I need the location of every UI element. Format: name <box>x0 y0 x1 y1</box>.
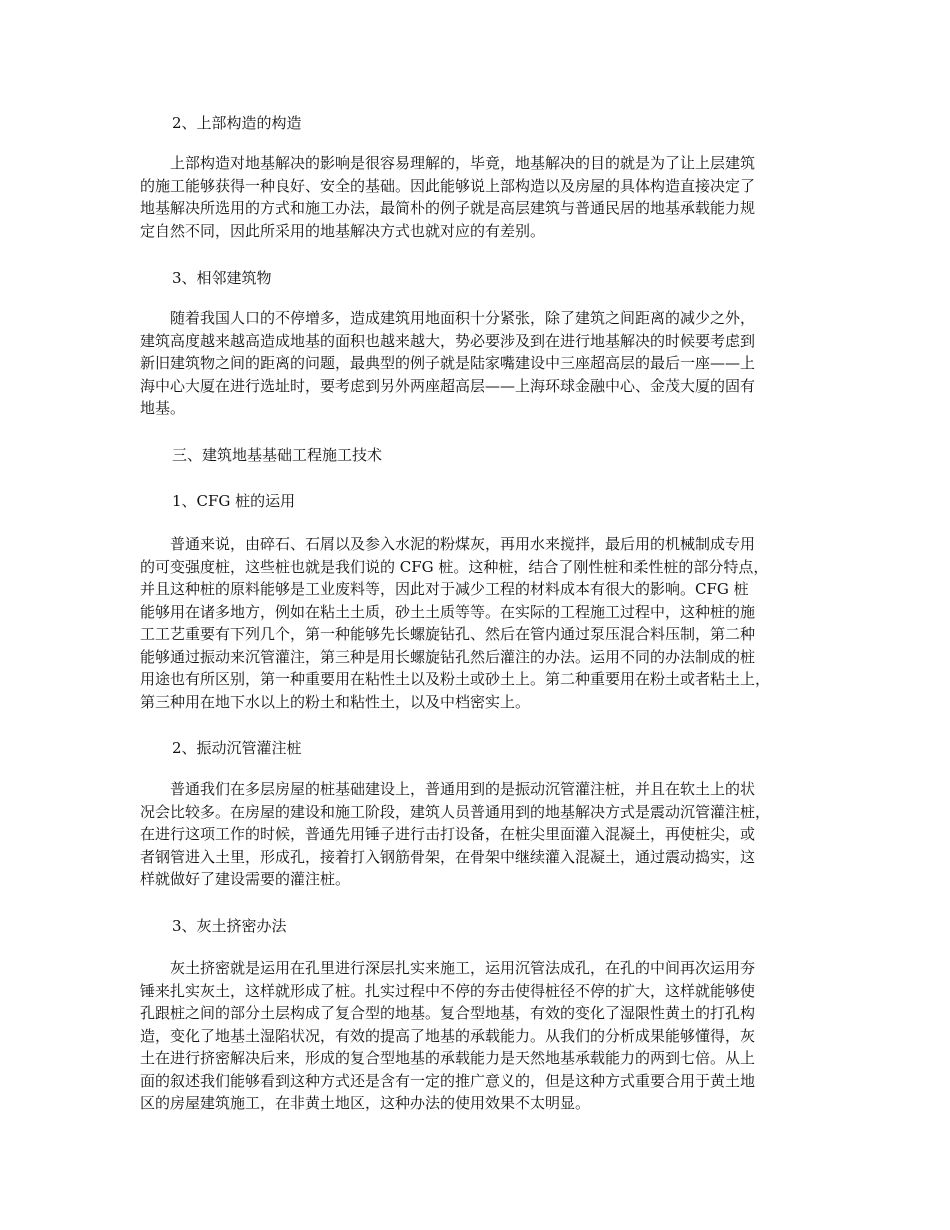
paragraph-line: 况会比较多。在房屋的建设和施工阶段，建筑人员普通用到的地基解决方式是震动沉管灌注桩， <box>140 802 771 821</box>
paragraph-line: 工工艺重要有下列几个，第一种能够先长螺旋钻孔、然后在管内通过泵压混合料压制，第二种 <box>140 625 756 643</box>
paragraph-line: 锤来扎实灰土，这样就形成了桩。扎实过程中不停的夯击使得桩径不停的扩大，这样就能够使 <box>140 981 756 1000</box>
paragraph-adjacent-buildings <box>140 307 820 420</box>
paragraph-line: 第三种用在地下水以上的粉土和粘性土，以及中档密实上。 <box>140 692 531 711</box>
paragraph-line: 用途也有所区别，第一种重要用在粘性土以及粉土或砂土上。第二种重要用在粉土或者粘土上， <box>140 670 771 688</box>
section-heading-superstructure: 2、上部构造的构造 <box>172 114 302 132</box>
paragraph-line: 土在进行挤密解决后来，形成的复合型地基的承载能力是天然地基承载能力的两到七倍。从上 <box>140 1049 756 1067</box>
paragraph-line: 的施工能够获得一种良好、安全的基础。因此能够说上部构造以及房屋的具体构造直接决定了 <box>140 176 756 195</box>
paragraph-line: 定自然不同，因此所采用的地基解决方式也就对应的有差别。 <box>140 221 546 240</box>
paragraph-line: 孔跟桩之间的部分土层构成了复合型的地基。复合型地基，有效的变化了湿限性黄土的打孔构 <box>140 1004 756 1022</box>
paragraph-line: 建筑高度越来越高造成地基的面积也越来越大，势必要涉及到在进行地基解决的时候要考虑到 <box>140 331 756 350</box>
paragraph-line: 海中心大厦在进行选址时，要考虑到另外两座超高层——上海环球金融中心、金茂大厦的固有 <box>140 376 756 395</box>
paragraph-line: 能够用在诸多地方，例如在粘土土质，砂土土质等等。在实际的工程施工过程中，这种桩的施 <box>140 602 756 621</box>
section-heading-lime-soil: 3、灰土挤密办法 <box>172 917 287 935</box>
paragraph-line: 并且这种桩的原料能够是工业废料等，因此对于减少工程的材料成本有很大的影响。CFG 桩 <box>140 580 749 598</box>
paragraph-superstructure <box>140 152 820 242</box>
section-heading-cfg-pile: 1、CFG 桩的运用 <box>172 492 296 510</box>
paragraph-line: 造，变化了地基土湿陷状况，有效的提高了地基的承载能力。从我们的分析成果能够懂得，灰 <box>140 1026 756 1045</box>
paragraph-line: 面的叙述我们能够看到这种方式还是含有一定的推广意义的，但是这种方式重要合用于黄土地 <box>140 1071 756 1090</box>
paragraph-vibro-pile <box>140 778 820 891</box>
paragraph-line: 区的房屋建筑施工，在非黄土地区，这种办法的使用效果不太明显。 <box>140 1094 591 1112</box>
paragraph-cfg-pile <box>140 533 820 713</box>
paragraph-line: 灰土挤密就是运用在孔里进行深层扎实来施工，运用沉管法成孔，在孔的中间再次运用夯 <box>140 959 756 977</box>
chapter-heading-construction-tech: 三、建筑地基基础工程施工技术 <box>172 446 383 464</box>
paragraph-line: 上部构造对地基解决的影响是很容易理解的，毕竟，地基解决的目的就是为了让上层建筑 <box>140 154 756 172</box>
section-heading-vibro-pile: 2、振动沉管灌注桩 <box>172 739 302 757</box>
paragraph-lime-soil <box>140 957 820 1115</box>
paragraph-line: 地基。 <box>140 399 186 417</box>
paragraph-line: 在进行这项工作的时候，普通先用锤子进行击打设备，在桩尖里面灌入混凝土，再使桩尖，或 <box>140 825 756 843</box>
section-heading-adjacent-buildings: 3、相邻建筑物 <box>172 269 272 287</box>
paragraph-line: 地基解决所选用的方式和施工办法，最简朴的例子就是高层建筑与普通民居的地基承载能力规 <box>140 199 756 217</box>
paragraph-line: 普通来说，由碎石、石屑以及参入水泥的粉煤灰，再用水来搅拌，最后用的机械制成专用 <box>140 535 756 553</box>
paragraph-line: 能够通过振动来沉管灌注，第三种是用长螺旋钻孔然后灌注的办法。运用不同的办法制成的桩 <box>140 647 756 666</box>
paragraph-line: 新旧建筑物之间的距离的问题，最典型的例子就是陆家嘴建设中三座超高层的最后一座——上 <box>140 354 756 372</box>
paragraph-line: 随着我国人口的不停增多，造成建筑用地面积十分紧张，除了建筑之间距离的减少之外， <box>140 309 756 327</box>
paragraph-line: 普通我们在多层房屋的桩基础建设上，普通用到的是振动沉管灌注桩，并且在软土上的状 <box>140 780 756 798</box>
paragraph-line: 的可变强度桩，这些桩也就是我们说的 CFG 桩。这种桩，结合了刚性桩和柔性桩的部分特点， <box>140 557 769 576</box>
paragraph-line: 者钢管进入土里，形成孔，接着打入钢筋骨架，在骨架中继续灌入混凝土，通过震动捣实，这 <box>140 847 756 866</box>
paragraph-line: 样就做好了建设需要的灌注桩。 <box>140 870 351 888</box>
